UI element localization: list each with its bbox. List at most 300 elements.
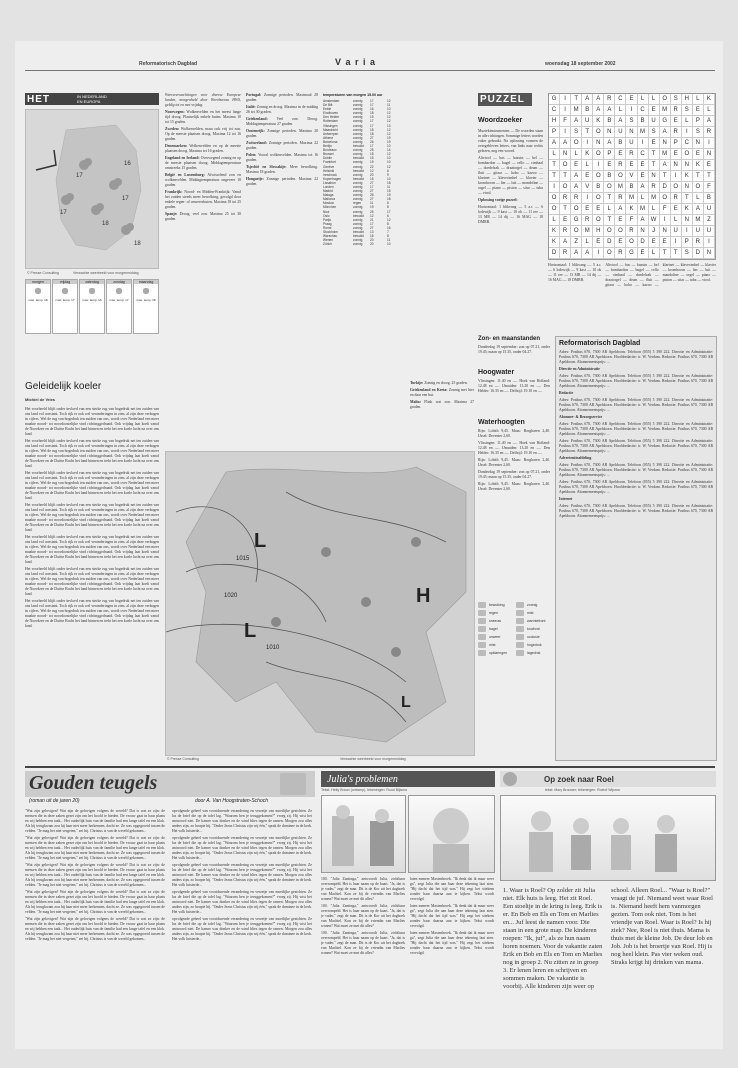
city-row: Moskou regen 11 6 bbox=[323, 201, 389, 206]
grid-letter: E bbox=[615, 149, 626, 160]
magnifier-icon bbox=[503, 772, 517, 786]
city-row: Dublin bewolkt 15 10 bbox=[323, 156, 391, 161]
grid-letter: U bbox=[704, 204, 715, 215]
comic-header-roel: Op zoek naar Roel bbox=[500, 771, 716, 787]
grid-letter: I bbox=[593, 248, 604, 259]
grid-letter: Z bbox=[704, 215, 715, 226]
grid-letter: O bbox=[560, 182, 571, 193]
serial-title: Gouden teugels bbox=[29, 772, 158, 794]
grid-letter: M bbox=[582, 226, 593, 237]
city-row: Kopenhagen bewolkt 15 10 bbox=[323, 176, 391, 181]
weather-symbol-icon bbox=[478, 650, 486, 656]
grid-letter: T bbox=[560, 204, 571, 215]
grid-letter: K bbox=[693, 160, 704, 171]
grid-letter: V bbox=[582, 182, 593, 193]
grid-letter: E bbox=[660, 237, 671, 248]
grid-letter: L bbox=[638, 193, 649, 204]
grid-letter: L bbox=[582, 160, 593, 171]
city-row: Madrid zonnig 27 15 bbox=[323, 189, 391, 194]
grid-letter: I bbox=[682, 226, 693, 237]
grid-letter: O bbox=[660, 94, 671, 105]
grid-letter: M bbox=[660, 149, 671, 160]
sun-cloud-icon bbox=[33, 287, 43, 295]
grid-row bbox=[549, 127, 715, 138]
grid-letter: L bbox=[649, 248, 660, 259]
forecast-day: maandag max. temp. 18 bbox=[133, 279, 159, 334]
city-row: Rotterdam zonnig 17 12 bbox=[323, 119, 391, 124]
grid-letter: K bbox=[626, 204, 637, 215]
grid-letter: E bbox=[604, 160, 615, 171]
grid-letter: N bbox=[682, 215, 693, 226]
legend-item: zonnig bbox=[516, 601, 550, 609]
water-levels-title: Waterhoogten bbox=[478, 419, 525, 426]
weather-symbol-icon bbox=[478, 626, 486, 632]
grid-letter: B bbox=[582, 105, 593, 116]
grid-letter: T bbox=[704, 171, 715, 182]
europe-pressure-map bbox=[165, 451, 475, 756]
grid-letter: T bbox=[660, 171, 671, 182]
weather-symbol-icon bbox=[516, 602, 524, 608]
sun-cloud-icon bbox=[141, 287, 151, 295]
svg-text:1020: 1020 bbox=[224, 593, 238, 599]
grid-letter: M bbox=[660, 105, 671, 116]
grid-letter: E bbox=[671, 149, 682, 160]
grid-letter: L bbox=[571, 149, 582, 160]
grid-letter: F bbox=[660, 204, 671, 215]
comic-text-julia-1: 100. "Julia Zantinga," antwoordt Julia, zichtbaar overrompeld. Het is haar naam op de kaart. "Ja, dat is je vader," zegt de man. Dit is de Kor uit het dagboek van Machiel. Kon ze bij de vriendin van Marlies wonen? Wat moet ze met dit alles? 100. "Julia Zantinga," antwoordt Julia, zichtbaar overrompeld. Het is haar naam op de kaart. "Ja, dat is je vader," zegt de man. Dit is de Kor uit het dagboek van Machiel. Kon ze bij de vriendin van Marlies wonen? Wat moet ze met dit alles? 100. "Julia Zantinga," antwoordt Julia, zichtbaar overrompeld. Het is haar naam op de kaart. "Ja, dat is je vader," zegt de man. Dit is de Kor uit het dagboek van Machiel. Kon ze bij de vriendin van Marlies wonen? Wat moet ze met dit alles? bbox=[321, 877, 405, 955]
grid-letter: E bbox=[582, 171, 593, 182]
grid-letter: E bbox=[593, 204, 604, 215]
city-row: Frankfurt zonnig 19 10 bbox=[323, 160, 391, 165]
svg-text:17: 17 bbox=[122, 196, 129, 202]
grid-letter: E bbox=[693, 105, 704, 116]
grid-letter: N bbox=[560, 149, 571, 160]
grid-letter: R bbox=[626, 149, 637, 160]
svg-text:16: 16 bbox=[124, 161, 131, 167]
grid-letter: D bbox=[660, 182, 671, 193]
grid-letter: U bbox=[649, 116, 660, 127]
puzzle-title: Woordzoeker bbox=[478, 117, 523, 124]
grid-letter: G bbox=[571, 215, 582, 226]
grid-row bbox=[549, 237, 715, 248]
grid-letter: N bbox=[649, 171, 660, 182]
grid-letter: E bbox=[615, 237, 626, 248]
grid-letter: M bbox=[638, 127, 649, 138]
grid-letter: O bbox=[604, 248, 615, 259]
grid-letter: L bbox=[549, 215, 560, 226]
grid-letter: I bbox=[582, 193, 593, 204]
city-row: Amsterdam zonnig 17 12 bbox=[323, 99, 391, 103]
grid-letter: E bbox=[649, 105, 660, 116]
grid-letter: P bbox=[549, 127, 560, 138]
weather-symbol-icon bbox=[516, 650, 524, 656]
grid-letter: M bbox=[649, 193, 660, 204]
grid-letter: F bbox=[626, 215, 637, 226]
grid-letter: L bbox=[693, 94, 704, 105]
grid-letter: I bbox=[671, 237, 682, 248]
grid-letter: M bbox=[693, 215, 704, 226]
comic-credits-roel: tekst: Mary Brouwer; tekeningen: Roelof Wijsma bbox=[545, 788, 620, 792]
grid-letter: R bbox=[615, 248, 626, 259]
grid-letter: T bbox=[671, 248, 682, 259]
grid-letter: T bbox=[660, 248, 671, 259]
grid-letter: K bbox=[549, 237, 560, 248]
word-search-grid bbox=[548, 93, 716, 260]
grid-letter: R bbox=[671, 105, 682, 116]
city-row: Maastricht zonnig 18 12 bbox=[323, 127, 391, 132]
grid-letter: T bbox=[582, 127, 593, 138]
weather-sublabel: IN NEDERLAND EN EUROPA bbox=[77, 94, 107, 104]
grid-letter: B bbox=[704, 193, 715, 204]
grid-letter: O bbox=[693, 182, 704, 193]
sun-cloud-icon bbox=[60, 287, 70, 295]
grid-letter: I bbox=[593, 160, 604, 171]
grid-row bbox=[549, 204, 715, 215]
grid-letter: T bbox=[604, 215, 615, 226]
grid-letter: O bbox=[682, 149, 693, 160]
weather-article-body: Het voorheeld blijft onder invloed van een sterke rug van hogedruk net ten zuiden van ons land vol constant. Toch rijk er ook wel veranderingen in zien, al zijn deze verbogen in cijfers. Wel de rug van hogedruk ten zuiden van ons, wordt over Nederland een meer maakte noord- tot noordoostelijke vind richtinggedraaid. Ook vrijdag laat koelt vanaf de Noordzee en de Duitse Bocht het land binnen en trekt het een koele lucht na over ons land. Het voorheeld blijft onder invloed van een sterke rug van hogedruk net ten zuiden van ons land vol constant. Toch rijk er ook wel veranderingen in zien, al zijn deze verbogen in cijfers. Wel de rug van hogedruk ten zuiden van ons, wordt over Nederland een meer maakte noord- tot noordoostelijke vind richtinggedraaid. Ook vrijdag laat koelt vanaf de Noordzee en de Duitse Bocht het land binnen en trekt het een koele lucht na over ons land. Het voorheeld blijft onder invloed van een sterke rug van hogedruk net ten zuiden van ons land vol constant. Toch rijk er ook wel veranderingen in zien, al zijn deze verbogen in cijfers. Wel de rug van hogedruk ten zuiden van ons, wordt over Nederland een meer maakte noord- tot noordoostelijke vind richtinggedraaid. Ook vrijdag laat koelt vanaf de Noordzee en de Duitse Bocht het land binnen en trekt het een koele lucht na over ons land. Het voorheeld blijft onder invloed van een sterke rug van hogedruk net ten zuiden van ons land vol constant. Toch rijk er ook wel veranderingen in zien, al zijn deze verbogen in cijfers. Wel de rug van hogedruk ten zuiden van ons, wordt over Nederland een meer maakte noord- tot noordoostelijke vind richtinggedraaid. Ook vrijdag laat koelt vanaf de Noordzee en de Duitse Bocht het land binnen en trekt het een koele lucht na over ons land. Het voorheeld blijft onder invloed van een sterke rug van hogedruk net ten zuiden van ons land vol constant. Toch rijk er ook wel veranderingen in zien, al zijn deze verbogen in cijfers. Wel de rug van hogedruk ten zuiden van ons, wordt over Nederland een meer maakte noord- tot noordoostelijke vind richtinggedraaid. Ook vrijdag laat koelt vanaf de Noordzee en de Duitse Bocht het land binnen en trekt het een koele lucht na over ons land. Het voorheeld blijft onder invloed van een sterke rug van hogedruk net ten zuiden van ons land vol constant. Toch rijk er ook wel veranderingen in zien, al zijn deze verbogen in cijfers. Wel de rug van hogedruk ten zuiden van ons, wordt over Nederland een meer maakte noord- tot noordoostelijke vind richtinggedraaid. Ook vrijdag laat koelt vanaf de Noordzee en de Duitse Bocht het land binnen en trekt het een koele lucht na over ons land. Het voorheeld blijft onder invloed van een sterke rug van hogedruk net ten zuiden van ons land vol constant. Toch rijk er ook wel veranderingen in zien, al zijn deze verbogen in cijfers. Wel de rug van hogedruk ten zuiden van ons, wordt over Nederland een meer maakte noord- tot noordoostelijke vind richtinggedraaid. Ook vrijdag laat koelt vanaf de Noordzee en de Duitse Bocht het land binnen en trekt het een koele lucht na over ons land. bbox=[25, 407, 159, 628]
grid-letter: S bbox=[649, 127, 660, 138]
newspaper-page bbox=[15, 41, 723, 1049]
grid-letter: N bbox=[660, 138, 671, 149]
grid-letter: L bbox=[682, 116, 693, 127]
grid-letter: A bbox=[549, 138, 560, 149]
grid-letter: N bbox=[593, 138, 604, 149]
grid-letter: U bbox=[704, 226, 715, 237]
grid-row bbox=[549, 215, 715, 226]
grid-letter: A bbox=[704, 116, 715, 127]
grid-letter: N bbox=[638, 226, 649, 237]
sun-cloud-icon bbox=[114, 287, 124, 295]
grid-letter: A bbox=[560, 237, 571, 248]
city-row: Warschau bewolkt 16 8 bbox=[323, 234, 389, 239]
city-row: Berlijn bewolkt 17 10 bbox=[323, 144, 391, 149]
grid-letter: G bbox=[626, 248, 637, 259]
grid-letter: T bbox=[571, 94, 582, 105]
grid-letter: A bbox=[571, 248, 582, 259]
grid-letter: A bbox=[560, 138, 571, 149]
grid-letter: R bbox=[560, 226, 571, 237]
puzzle-instructions: Muziekinstrumenten — De woorden staan in alle richtingen. Sommige letters worden vaker gebruikt. Na oplossing vormen de overgebleven letters, van links naar rechts gelezen, nog een woord. Altviool — bas — bazuin — bel — bombardon — bugel — cello — cimbaal — doedelzak — draaiorgel — drum — fluit — gitaar — hobo — kazoo — klarinet — klavecimbel — klavier — kromhoorn — lier — luit — mandoline — orgel — piano — piston — sitar — tuba — viool. Oplossing vorige puzzel: Horizontaal: 1 blikvang — 5 a.r. — 6 lodewijk — 9 kast — 10 ok — 11 ree — 13 MR — 14 dij — 16 MAG — 18 DMRB. bbox=[478, 129, 543, 224]
sun-moon-title: Zon- en maanstanden bbox=[478, 336, 541, 342]
serial-illustration-icon bbox=[280, 773, 306, 795]
city-row: Eindhoven zonnig 18 12 bbox=[323, 111, 391, 116]
grid-letter: T bbox=[604, 193, 615, 204]
grid-letter: E bbox=[704, 160, 715, 171]
weather-symbol-icon bbox=[516, 610, 524, 616]
grid-letter: A bbox=[593, 94, 604, 105]
grid-letter: R bbox=[560, 193, 571, 204]
grid-letter: E bbox=[615, 215, 626, 226]
grid-letter: T bbox=[549, 160, 560, 171]
comic-panel-2 bbox=[408, 795, 495, 873]
comic-credits-julia: Tekst: Hetty Braun (ontwerp), tekeningen: Ruud Bijlsma bbox=[321, 788, 407, 792]
grid-letter: R bbox=[582, 215, 593, 226]
grid-letter: E bbox=[626, 94, 637, 105]
grid-letter: O bbox=[593, 171, 604, 182]
grid-letter: O bbox=[593, 215, 604, 226]
grid-letter: C bbox=[549, 105, 560, 116]
weather-article-title: Geleidelijk koeler bbox=[25, 381, 102, 392]
serial-col-2: opvolgende geheel van voortdurende verandering en verzetje van moeilijke gezichten. Ze las de brief die op de tafel lag. "Waarom ben je teruggekomen?" vroeg zij. Hij wist het antwoord niet. De kamer was donker en de wind blies tegen de ramen. Morgen zou alles anders zijn, zo hoopte hij. "Onder Jezus Christus zijn wij één," sprak de dominee in de kerk. Het volk luisterde... opvolgende geheel van voortdurende verandering en verzetje van moeilijke gezichten. Ze las de brief die op de tafel lag. "Waarom ben je teruggekomen?" vroeg zij. Hij wist het antwoord niet. De kamer was donker en de wind blies tegen de ramen. Morgen zou alles anders zijn, zo hoopte hij. "Onder Jezus Christus zijn wij één," sprak de dominee in de kerk. Het volk luisterde... opvolgende geheel van voortdurende verandering en verzetje van moeilijke gezichten. Ze las de brief die op de tafel lag. "Waarom ben je teruggekomen?" vroeg zij. Hij wist het antwoord niet. De kamer was donker en de wind blies tegen de ramen. Morgen zou alles anders zijn, zo hoopte hij. "Onder Jezus Christus zijn wij één," sprak de dominee in de kerk. Het volk luisterde... opvolgende geheel van voortdurende verandering en verzetje van moeilijke gezichten. Ze las de brief die op de tafel lag. "Waarom ben je teruggekomen?" vroeg zij. Hij wist het antwoord niet. De kamer was donker en de wind blies tegen de ramen. Morgen zou alles anders zijn, zo hoopte hij. "Onder Jezus Christus zijn wij één," sprak de dominee in de kerk. Het volk luisterde... opvolgende geheel van voortdurende verandering en verzetje van moeilijke gezichten. Ze las de brief die op de tafel lag. "Waarom ben je teruggekomen?" vroeg zij. Hij wist het antwoord niet. De kamer was donker en de wind blies tegen de ramen. Morgen zou alles anders zijn, zo hoopte hij. "Onder Jezus Christus zijn wij één," sprak de dominee in de kerk. Het volk luisterde... bbox=[172, 809, 312, 941]
puzzle-solution-continued: Horizontaal: 1 blikvang — 5 a.r. — 6 lodewijk — 9 kast — 10 ok — 11 ree — 13 MR — 14 dij — 16 MAG — 18 DMRB. Altviool — bas — bazuin — bel — bombardon — bugel — cello — cimbaal — doedelzak — draaiorgel — drum — fluit — gitaar — hobo — kazoo — klarinet — klavecimbel — klavier — kromhoorn — lier — luit — mandoline — orgel — piano — piston — sitar — tuba — viool. bbox=[548, 263, 716, 287]
weather-symbol-icon bbox=[516, 618, 524, 624]
grid-letter: E bbox=[571, 160, 582, 171]
grid-letter: H bbox=[682, 94, 693, 105]
weather-symbol-icon bbox=[516, 634, 524, 640]
city-row: Brussel zonnig 18 12 bbox=[323, 152, 391, 157]
grid-letter: A bbox=[638, 182, 649, 193]
grid-letter: R bbox=[693, 237, 704, 248]
city-row: Vlissingen zonnig 17 13 bbox=[323, 123, 391, 128]
grid-letter: O bbox=[549, 204, 560, 215]
grid-letter: L bbox=[549, 149, 560, 160]
forecast-day: morgen max. temp. 18 bbox=[25, 279, 51, 334]
serial-col-1: "Wat zijn gelovigen? Wat zijn de gelovigen volgens de wereld? Dat is wat ze zijn: de mensen die in deze zaken gezet zijn om het hoofd te bieden. De vrouw gaat in haar plaats en wij hebben een taak... Het ouderlijk huis van de familie had een lange tafel en een klok. Als hij terugkwam zou hij haar niet meer herkennen, dacht ze. Ze was opgegroeid tussen de velden. "Je mag het niet vergeten," zei hij. Christus is van de wereld gekomen... "Wat zijn gelovigen? Wat zijn de gelovigen volgens de wereld? Dat is wat ze zijn: de mensen die in deze zaken gezet zijn om het hoofd te bieden. De vrouw gaat in haar plaats en wij hebben een taak... Het ouderlijk huis van de familie had een lange tafel en een klok. Als hij terugkwam zou hij haar niet meer herkennen, dacht ze. Ze was opgegroeid tussen de velden. "Je mag het niet vergeten," zei hij. Christus is van de wereld gekomen... "Wat zijn gelovigen? Wat zijn de gelovigen volgens de wereld? Dat is wat ze zijn: de mensen die in deze zaken gezet zijn om het hoofd te bieden. De vrouw gaat in haar plaats en wij hebben een taak... Het ouderlijk huis van de familie had een lange tafel en een klok. Als hij terugkwam zou hij haar niet meer herkennen, dacht ze. Ze was opgegroeid tussen de velden. "Je mag het niet vergeten," zei hij. Christus is van de wereld gekomen... "Wat zijn gelovigen? Wat zijn de gelovigen volgens de wereld? Dat is wat ze zijn: de mensen die in deze zaken gezet zijn om het hoofd te bieden. De vrouw gaat in haar plaats en wij hebben een taak... Het ouderlijk huis van de familie had een lange tafel en een klok. Als hij terugkwam zou hij haar niet meer herkennen, dacht ze. Ze was opgegroeid tussen de velden. "Je mag het niet vergeten," zei hij. Christus is van de wereld gekomen... "Wat zijn gelovigen? Wat zijn de gelovigen volgens de wereld? Dat is wat ze zijn: de mensen die in deze zaken gezet zijn om het hoofd te bieden. De vrouw gaat in haar plaats en wij hebben een taak... Het ouderlijk huis van de familie had een lange tafel en een klok. Als hij terugkwam zou hij haar niet meer herkennen, dacht ze. Ze was opgegroeid tussen de velden. "Je mag het niet vergeten," zei hij. Christus is van de wereld gekomen... bbox=[25, 809, 165, 941]
grid-letter: D bbox=[638, 237, 649, 248]
grid-letter: R bbox=[704, 127, 715, 138]
grid-letter: A bbox=[582, 94, 593, 105]
grid-letter: I bbox=[560, 94, 571, 105]
city-row: Lissabon zonnig 27 18 bbox=[323, 180, 391, 185]
grid-letter: L bbox=[582, 237, 593, 248]
weather-symbol-icon bbox=[516, 642, 524, 648]
map-copyright: © Presse Consulting bbox=[27, 271, 59, 275]
grid-letter: O bbox=[615, 171, 626, 182]
europe-forecast-col-3: Turkije: Zonnig en droog. 25 graden. Griekenland en Kreta: Zonnig met hier en daar een bui. Malta: Flink wat zon. Maxima 27 graden. bbox=[410, 381, 474, 409]
section-title: V a r i a bbox=[335, 57, 377, 67]
city-row: Praag zonnig 17 8 bbox=[323, 221, 389, 226]
serial-author: door A. Van Hoogstraten-Schoch bbox=[195, 798, 269, 804]
grid-row bbox=[549, 248, 715, 259]
city-row: Athene zonnig 27 19 bbox=[323, 135, 391, 140]
weather-symbol-icon bbox=[478, 642, 486, 648]
grid-letter: A bbox=[615, 204, 626, 215]
grid-row bbox=[549, 116, 715, 127]
legend-item: hagel bbox=[478, 625, 512, 633]
grid-letter: Z bbox=[571, 237, 582, 248]
grid-letter: T bbox=[649, 149, 660, 160]
forecast-day: zondag max. temp. 17 bbox=[106, 279, 132, 334]
grid-letter: K bbox=[549, 226, 560, 237]
grid-letter: A bbox=[638, 215, 649, 226]
grid-letter: G bbox=[549, 94, 560, 105]
grid-letter: S bbox=[571, 127, 582, 138]
header-rule bbox=[25, 70, 715, 71]
grid-letter: U bbox=[693, 226, 704, 237]
legend-item: mist bbox=[516, 609, 550, 617]
city-row: Stockholm bewolkt 13 7 bbox=[323, 230, 389, 234]
grid-letter: N bbox=[704, 149, 715, 160]
grid-letter: O bbox=[604, 182, 615, 193]
grid-letter: D bbox=[549, 248, 560, 259]
comic-text-julia-2: laten meneer Mastenbroek. "Ik denk dat ik maar weer ga", zegt Julia die aan haar deze tekening laat zien. "Hij dacht dat het tijd was." Hij zegt het stiekem zonder haar daarna aan te kijken. Tekst wordt vervolgd. laten meneer Mastenbroek. "Ik denk dat ik maar weer ga", zegt Julia die aan haar deze tekening laat zien. "Hij dacht dat het tijd was." Hij zegt het stiekem zonder haar daarna aan te kijken. Tekst wordt vervolgd. laten meneer Mastenbroek. "Ik denk dat ik maar weer ga", zegt Julia die aan haar deze tekening laat zien. "Hij dacht dat het tijd was." Hij zegt het stiekem zonder haar daarna aan te kijken. Tekst wordt vervolgd. bbox=[410, 877, 494, 955]
grid-row bbox=[549, 138, 715, 149]
grid-letter: E bbox=[638, 248, 649, 259]
grid-letter: U bbox=[615, 127, 626, 138]
grid-letter: O bbox=[604, 226, 615, 237]
grid-letter: N bbox=[693, 138, 704, 149]
city-row: München zonnig 19 8 bbox=[323, 205, 389, 210]
grid-letter: B bbox=[615, 138, 626, 149]
grid-letter: A bbox=[604, 138, 615, 149]
grid-letter: A bbox=[693, 204, 704, 215]
grid-letter: O bbox=[593, 127, 604, 138]
grid-letter: L bbox=[649, 94, 660, 105]
grid-letter: M bbox=[615, 182, 626, 193]
grid-letter: T bbox=[649, 160, 660, 171]
city-row: Den Helder zonnig 15 12 bbox=[323, 115, 391, 120]
grid-letter: O bbox=[571, 138, 582, 149]
grid-letter: N bbox=[682, 160, 693, 171]
legend-item: sneeuw bbox=[478, 617, 512, 625]
weather-symbol-icon bbox=[516, 626, 524, 632]
grid-letter: E bbox=[671, 116, 682, 127]
grid-letter: P bbox=[671, 138, 682, 149]
grid-letter: I bbox=[638, 138, 649, 149]
grid-letter: R bbox=[671, 193, 682, 204]
grid-letter: O bbox=[660, 193, 671, 204]
grid-letter: E bbox=[671, 204, 682, 215]
grid-letter: N bbox=[682, 182, 693, 193]
grid-letter: I bbox=[582, 138, 593, 149]
grid-letter: B bbox=[638, 116, 649, 127]
legend-item: bewolking bbox=[478, 601, 512, 609]
grid-letter: D bbox=[604, 237, 615, 248]
grid-letter: O bbox=[571, 226, 582, 237]
grid-letter: A bbox=[604, 105, 615, 116]
grid-letter: L bbox=[638, 94, 649, 105]
grid-letter: I bbox=[560, 105, 571, 116]
svg-text:18: 18 bbox=[102, 221, 109, 227]
city-row: Rome zonnig 27 16 bbox=[323, 225, 391, 230]
grid-letter: A bbox=[571, 116, 582, 127]
svg-text:1010: 1010 bbox=[266, 645, 280, 651]
europe-map-caption: Verwachte weerbeeld voor morgenmiddag bbox=[340, 757, 406, 761]
city-row: Oslo bewolkt 12 6 bbox=[323, 213, 389, 218]
grid-letter: A bbox=[615, 116, 626, 127]
grid-letter: C bbox=[638, 105, 649, 116]
grid-letter: I bbox=[682, 127, 693, 138]
weather-symbol-icon bbox=[478, 602, 486, 608]
grid-letter: U bbox=[582, 116, 593, 127]
forecast-day: vrijdag max. temp. 17 bbox=[52, 279, 78, 334]
grid-letter: B bbox=[604, 171, 615, 182]
grid-letter: R bbox=[615, 160, 626, 171]
legend-item: hogedruk bbox=[516, 641, 550, 649]
grid-letter: L bbox=[704, 105, 715, 116]
grid-letter: L bbox=[649, 204, 660, 215]
netherlands-map bbox=[25, 109, 159, 269]
tide-title: Hoogwater bbox=[478, 369, 515, 376]
grid-letter: K bbox=[593, 116, 604, 127]
grid-letter: E bbox=[638, 160, 649, 171]
grid-row bbox=[549, 149, 715, 160]
grid-letter: L bbox=[615, 105, 626, 116]
city-row: Helsinki bewolkt 12 6 bbox=[323, 168, 389, 173]
grid-letter: D bbox=[693, 248, 704, 259]
grid-letter: L bbox=[671, 215, 682, 226]
grid-letter: P bbox=[682, 237, 693, 248]
city-row: Nice zonnig 25 17 bbox=[323, 209, 391, 214]
city-row: Malaga zonnig 28 19 bbox=[323, 193, 391, 198]
grid-letter: F bbox=[560, 116, 571, 127]
grid-letter: P bbox=[604, 149, 615, 160]
grid-letter: M bbox=[626, 193, 637, 204]
grid-letter: T bbox=[693, 171, 704, 182]
legend-item: lagedruk bbox=[516, 649, 550, 657]
grid-letter: B bbox=[626, 182, 637, 193]
grid-letter: R bbox=[560, 248, 571, 259]
grid-letter: N bbox=[660, 226, 671, 237]
serial-subtitle: (roman uit de jaren 20) bbox=[29, 798, 80, 804]
legend-item: opklaringen bbox=[478, 649, 512, 657]
grid-letter: R bbox=[571, 193, 582, 204]
grid-letter: T bbox=[549, 171, 560, 182]
grid-letter: R bbox=[615, 193, 626, 204]
city-row: Innsbruck zonnig 20 9 bbox=[323, 172, 389, 177]
grid-letter: I bbox=[671, 171, 682, 182]
grid-letter: A bbox=[593, 105, 604, 116]
legend-item: warmtefront bbox=[516, 617, 550, 625]
svg-text:L: L bbox=[401, 694, 411, 711]
grid-letter: B bbox=[604, 116, 615, 127]
grid-letter: I bbox=[560, 127, 571, 138]
grid-letter: P bbox=[693, 116, 704, 127]
grid-letter: O bbox=[560, 160, 571, 171]
grid-letter: V bbox=[626, 171, 637, 182]
city-row: Eelde zonnig 16 10 bbox=[323, 107, 391, 112]
grid-letter: I bbox=[549, 182, 560, 193]
grid-letter: S bbox=[682, 105, 693, 116]
grid-letter: H bbox=[549, 116, 560, 127]
grid-letter: O bbox=[571, 204, 582, 215]
grid-letter: E bbox=[626, 160, 637, 171]
legend-item: occlusie bbox=[516, 633, 550, 641]
city-row: Bordeaux zonnig 25 14 bbox=[323, 148, 391, 153]
colophon: Reformatorisch Dagblad Adres: Postbus 670, 7300 AR Apeldoorn. Telefoon (055) 5 390 222. Directie en Administratie: Postbus 670, 7300 AR Apeldoorn. Hoofdredactie: ir. W. Verdam. Redactie: Postbus 670, 7300 AR Apeldoorn. Abonnementsprijs: ... Directie en Administratie Adres: Postbus 670, 7300 AR Apeldoorn. Telefoon (055) 5 390 222. Directie en Administratie: Postbus 670, 7300 AR Apeldoorn. Hoofdredactie: ir. W. Verdam. Redactie: Postbus 670, 7300 AR Apeldoorn. Abonnementsprijs: ... Redactie Adres: Postbus 670, 7300 AR Apeldoorn. Telefoon (055) 5 390 222. Directie en Administratie: Postbus 670, 7300 AR Apeldoorn. Hoofdredactie: ir. W. Verdam. Redactie: Postbus 670, 7300 AR Apeldoorn. Abonnementsprijs: ... Abonnee- & Bezorgservice Adres: Postbus 670, 7300 AR Apeldoorn. Telefoon (055) 5 390 222. Directie en Administratie: Postbus 670, 7300 AR Apeldoorn. Hoofdredactie: ir. W. Verdam. Redactie: Postbus 670, 7300 AR Apeldoorn. Abonnementsprijs: ... Adres: Postbus 670, 7300 AR Apeldoorn. Telefoon (055) 5 390 222. Directie en Administratie: Postbus 670, 7300 AR Apeldoorn. Hoofdredactie: ir. W. Verdam. Redactie: Postbus 670, 7300 AR Apeldoorn. Abonnementsprijs: ... Advertentieafdeling Adres: Postbus 670, 7300 AR Apeldoorn. Telefoon (055) 5 390 222. Directie en Administratie: Postbus 670, 7300 AR Apeldoorn. Hoofdredactie: ir. W. Verdam. Redactie: Postbus 670, 7300 AR Apeldoorn. Abonnementsprijs: ... Adres: Postbus 670, 7300 AR Apeldoorn. Telefoon (055) 5 390 222. Directie en Administratie: Postbus 670, 7300 AR Apeldoorn. Hoofdredactie: ir. W. Verdam. Redactie: Postbus 670, 7300 AR Apeldoorn. Abonnementsprijs: ... Internet Adres: Postbus 670, 7300 AR Apeldoorn. Telefoon (055) 5 390 222. Directie en Administratie: Postbus 670, 7300 AR Apeldoorn. Hoofdredactie: ir. W. Verdam. Redactie: Postbus 670, 7300 AR Apeldoorn. Abonnementsprijs: ... bbox=[555, 336, 717, 761]
city-row: Londen zonnig 17 11 bbox=[323, 184, 391, 189]
grid-row bbox=[549, 171, 715, 182]
grid-letter: E bbox=[649, 138, 660, 149]
masthead-left: Reformatorisch Dagblad bbox=[139, 61, 198, 67]
grid-letter: E bbox=[593, 237, 604, 248]
grid-row bbox=[549, 182, 715, 193]
grid-letter: R bbox=[626, 226, 637, 237]
city-row: Genève zonnig 22 12 bbox=[323, 164, 391, 169]
grid-letter: S bbox=[682, 248, 693, 259]
comic-panel-roel bbox=[500, 795, 716, 881]
grid-letter: E bbox=[638, 171, 649, 182]
svg-text:L: L bbox=[244, 620, 257, 642]
svg-text:1015: 1015 bbox=[236, 556, 250, 562]
grid-letter: K bbox=[582, 149, 593, 160]
grid-letter: C bbox=[682, 138, 693, 149]
grid-letter: I bbox=[660, 215, 671, 226]
city-temperatures-table: temperaturen van morgen 15.00 uur Amsterdam zonnig 17 12 De Bilt zonnig 17 11 Eelde zonnig 16 10 Eindhoven zonnig 18 12 Den Helder zonnig 15 12 Rotterdam zonnig 17 12 Vlissingen zonnig 17 13 Maastricht zonnig 18 12 Antwerpen zonnig 18 12 Athene zonnig 27 19 Barcelona zonnig 26 19 Berlijn bewolkt 17 10 Bordeaux zonnig 25 14 Brussel zonnig 18 12 Dublin bewolkt 15 10 Frankfurt zonnig 19 10 Genève zonnig 22 12 Helsinki bewolkt 12 6 Innsbruck zonnig 20 9 Kopenhagen bewolkt 15 10 Lissabon zonnig 27 18 Londen zonnig 17 11 Madrid zonnig 27 15 Malaga zonnig 28 19 Mallorca zonnig 27 18 Moskou regen 11 6 München zonnig 19 8 Nice zonnig 25 17 Oslo bewolkt 12 6 Parijs zonnig 21 12 Praag zonnig 17 8 Rome zonnig 27 16 Stockholm bewolkt 13 7 Warschau bewolkt 16 8 Wenen zonnig 20 11 Zürich zonnig 20 10 bbox=[323, 93, 405, 393]
grid-letter: T bbox=[682, 193, 693, 204]
grid-row bbox=[549, 193, 715, 204]
sun-cloud-icon bbox=[87, 287, 97, 295]
grid-letter: O bbox=[671, 182, 682, 193]
section-divider bbox=[25, 766, 715, 768]
legend-item: koufront bbox=[516, 625, 550, 633]
grid-letter: F bbox=[704, 182, 715, 193]
grid-letter: S bbox=[671, 94, 682, 105]
comic-panel-1 bbox=[321, 795, 406, 873]
grid-letter: R bbox=[649, 182, 660, 193]
svg-text:18: 18 bbox=[134, 241, 141, 247]
